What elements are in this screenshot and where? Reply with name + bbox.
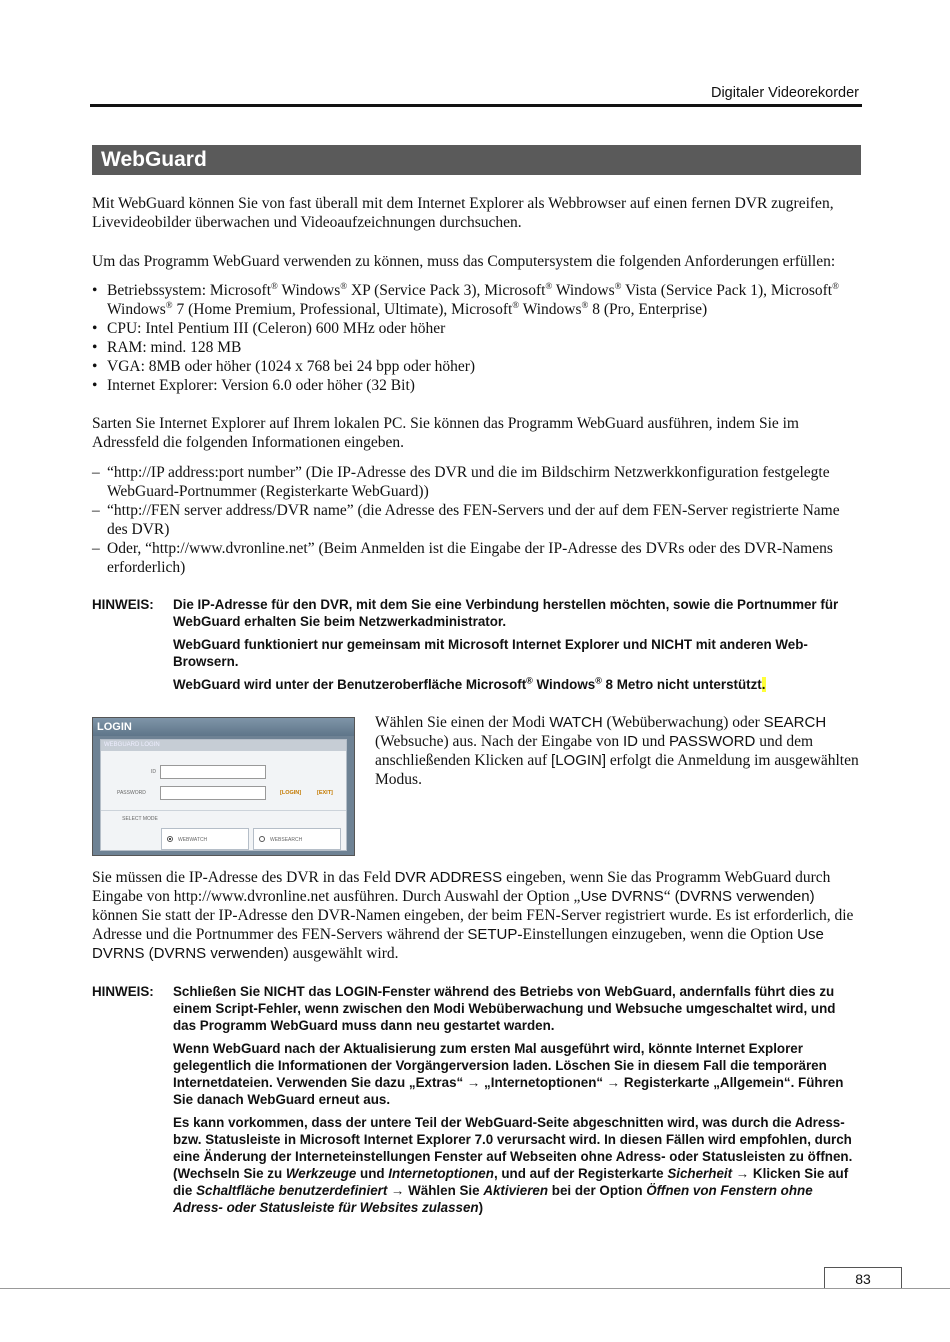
- section-title: WebGuard: [92, 145, 861, 175]
- list-item: – “http://FEN server address/DVR name” (die Adresse des FEN-Servers und der auf dem FEN-Server registrierte Name des DVR): [92, 501, 862, 539]
- page-number: 83: [824, 1267, 902, 1289]
- list-item: • VGA: 8MB oder höher (1024 x 768 bei 24 bpp oder höher): [92, 357, 862, 376]
- list-item: • Internet Explorer: Version 6.0 oder höher (32 Bit): [92, 376, 862, 395]
- login-subtitle: WEBGUARD LOGIN: [101, 740, 346, 751]
- footer-rule: [0, 1288, 950, 1289]
- address-options-list: [92, 463, 862, 577]
- list-item: • Betriebssystem: Microsoft® Windows® XP (Service Pack 3), Microsoft® Windows® Vista (Service Pack 1), Microsoft® Windows® 7 (Home Premium, Professional, Ultimate), Microsoft® Windows® 8 (Pro, Enterprise): [92, 281, 862, 319]
- requirements-list: [92, 281, 862, 395]
- websearch-option[interactable]: WEBSEARCH: [253, 828, 341, 850]
- radio-icon: [259, 836, 265, 842]
- note-text: Die IP-Adresse für den DVR, mit dem Sie eine Verbindung herstellen möchten, sowie die Portnummer für WebGuard erhalten Sie beim Netzwerkadministrator.: [173, 597, 839, 629]
- login-panel: [100, 739, 347, 851]
- list-item: – Oder, “http://www.dvronline.net” (Beim Anmelden ist die Eingabe der IP-Adresse des DVRs oder des DVR-Namens erforderlich): [92, 539, 862, 577]
- exit-button[interactable]: [EXIT]: [317, 790, 333, 796]
- intro-paragraph: [92, 194, 862, 232]
- requirements-section: [92, 252, 862, 395]
- login-screenshot: [92, 717, 355, 856]
- webwatch-option[interactable]: WEBWATCH: [161, 828, 249, 850]
- start-paragraph: [92, 414, 862, 577]
- note-label: HINWEIS:: [92, 597, 154, 612]
- note-text: WebGuard wird unter der Benutzeroberfläche Microsoft® Windows® 8 Metro nicht unterstützt.: [173, 675, 766, 692]
- start-text: Sarten Sie Internet Explorer auf Ihrem lokalen PC. Sie können das Programm WebGuard ausführen, indem Sie im Adressfeld die folgenden Informationen eingeben.: [92, 415, 799, 451]
- list-item: • CPU: Intel Pentium III (Celeron) 600 MHz oder höher: [92, 319, 862, 338]
- dvrns-paragraph: Sie müssen die IP-Adresse des DVR in das Feld DVR ADDRESS eingeben, wenn Sie das Programm WebGuard durch Eingabe von http://www.dvronline.net ausführen. Durch Auswahl der Option „Use DVRNS“ (DVRNS verwenden) können Sie statt der IP-Adresse den DVR-Namen eingeben, der beim FEN-Server registriert wurde. Es ist erforderlich, die Adresse und die Portnummer des FEN-Servers während der SETUP-Einstellungen einzugeben, wenn die Option Use DVRNS (DVRNS verwenden) ausgewählt wird.: [92, 869, 854, 962]
- id-field[interactable]: [160, 765, 266, 779]
- login-window-title: LOGIN: [93, 718, 354, 736]
- note-text: WebGuard funktioniert nur gemeinsam mit Microsoft Internet Explorer und NICHT mit anderen Web-Browsern.: [173, 637, 808, 669]
- requirements-intro: Um das Programm WebGuard verwenden zu können, muss das Computersystem die folgenden Anforderungen erfüllen:: [92, 253, 836, 270]
- list-item: • RAM: mind. 128 MB: [92, 338, 862, 357]
- select-mode-label: SELECT MODE: [122, 816, 158, 822]
- note-text: Wenn WebGuard nach der Aktualisierung zum ersten Mal ausgeführt wird, könnte Internet Explorer gelegentlich die Informationen der Vorgängerversion laden. Löschen Sie in diesem Fall die temporären Internetdateien. Verwenden Sie dazu „Extras“ → „Internetoptionen“ → Registerkarte „Allgemein“. Führen Sie danach WebGuard erneut aus.: [173, 1041, 844, 1107]
- note-text: Es kann vorkommen, dass der untere Teil der WebGuard-Seite abgeschnitten wird, was durch die Adress- bzw. Statusleiste in Microsoft Internet Explorer 7.0 verursacht wird. In diesen Fällen wird empfohlen, durch eine Änderung der Interneteinstellungen Fenster auf Webseiten ohne Adress- oder Statusleisten zu öffnen. (Wechseln Sie zu Werkzeuge und Internetoptionen, und auf der Registerkarte Sicherheit → Klicken Sie auf die Schaltfläche benutzerdefiniert → Wählen Sie Aktivieren bei der Option Öffnen von Fenstern ohne Adress- oder Statusleiste für Websites zulassen): [173, 1115, 853, 1215]
- header-rule: [90, 104, 862, 107]
- intro-text: Mit WebGuard können Sie von fast überall mit dem Internet Explorer als Webbrowser auf einen fernen DVR zugreifen, Livevideobilder überwachen und Videoaufzeichnungen durchsuchen.: [92, 195, 834, 231]
- login-button[interactable]: [LOGIN]: [280, 790, 302, 796]
- note-label: HINWEIS:: [92, 984, 154, 999]
- note-box-1: [92, 596, 862, 699]
- password-field[interactable]: [160, 786, 266, 800]
- note-text: Schließen Sie NICHT das LOGIN-Fenster während des Betriebs von WebGuard, andernfalls führt dies zu einem Script-Fehler, wenn zwischen den Modi Webüberwachung und Websuche umgeschaltet wird, und das Programm WebGuard muss dann neu gestartet warden.: [173, 984, 836, 1033]
- running-header: Digitaler Videorekorder: [710, 85, 859, 101]
- list-item: – “http://IP address:port number” (Die IP-Adresse des DVR und die im Bildschirm Netzwerkkonfiguration festgelegte WebGuard-Portnummer (Registerkarte WebGuard)): [92, 463, 862, 501]
- id-label: ID: [151, 769, 156, 775]
- password-label: PASSWORD: [117, 790, 146, 796]
- login-description: Wählen Sie einen der Modi WATCH (Webüberwachung) oder SEARCH (Websuche) aus. Nach der Eingabe von ID und PASSWORD und dem anschließenden Klicken auf [LOGIN] erfolgt die Anmeldung im ausgewählten Modus.: [375, 714, 859, 788]
- radio-selected-icon: [167, 836, 173, 842]
- note-box-2: [92, 983, 862, 1222]
